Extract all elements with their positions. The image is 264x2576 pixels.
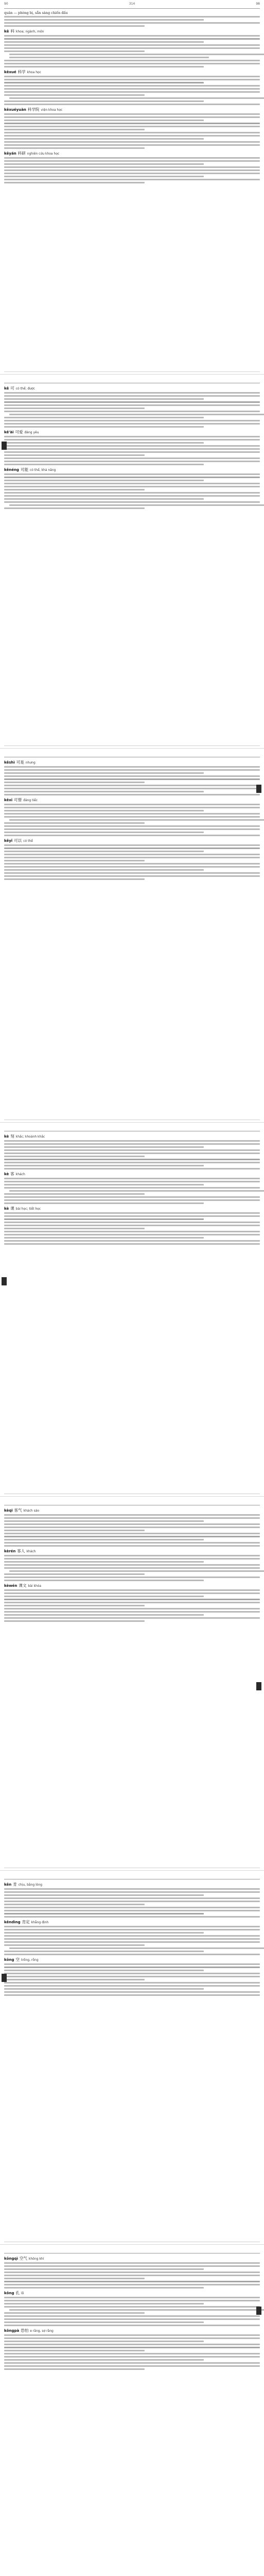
headword-gloss: khoa; ngành, môn xyxy=(15,30,44,33)
entry-body xyxy=(4,804,260,836)
entry-body xyxy=(4,157,260,183)
headword-han: 科 xyxy=(10,29,14,33)
entry-headword xyxy=(4,1206,260,1211)
headword-pinyin: kōng xyxy=(4,1958,14,1962)
page-header xyxy=(4,1499,260,1505)
thumb-index-tab xyxy=(2,1974,7,1982)
headword-pinyin: kōngqì xyxy=(4,2257,18,2261)
entry-body xyxy=(4,2297,260,2326)
entry-body xyxy=(4,35,260,67)
headword-gloss: khẳng định xyxy=(31,1921,49,1924)
page-header xyxy=(4,2247,260,2253)
headword-han: 肯定 xyxy=(22,1920,30,1924)
headword-han: 可能 xyxy=(20,467,28,472)
headword-gloss: khách sáo xyxy=(23,1509,40,1513)
thumb-index-tab xyxy=(256,1682,261,1690)
page-footer-rule xyxy=(4,745,260,746)
headword-pinyin: kěndìng xyxy=(4,1920,21,1924)
entry-headword xyxy=(4,1919,260,1925)
headword-han: 科学院 xyxy=(27,107,40,112)
entry-headword xyxy=(4,838,260,843)
entry-headword xyxy=(4,107,260,112)
page-footer-rule xyxy=(4,371,260,372)
entry-body xyxy=(4,1140,260,1170)
page-header xyxy=(4,377,260,383)
headword-pinyin: kěnéng xyxy=(4,468,19,472)
page-header xyxy=(4,751,260,757)
thumb-index-tab xyxy=(2,442,7,450)
headword-gloss: chịu, bằng lòng xyxy=(18,1883,43,1887)
headword-gloss: nghiên cứu khoa học xyxy=(27,152,60,156)
headword-gloss: có thể, khả năng xyxy=(29,468,56,472)
page-number-center: 314 xyxy=(129,2,135,6)
entry-body xyxy=(4,1888,260,1918)
entry-headword xyxy=(4,150,260,156)
dictionary-page xyxy=(0,374,264,748)
dictionary-page xyxy=(0,748,264,1122)
headword-pinyin: kē xyxy=(4,29,9,33)
entry-headword xyxy=(4,429,260,435)
entry-body xyxy=(4,2334,260,2370)
headword-pinyin: kǒng xyxy=(4,2291,14,2295)
entry-headword xyxy=(4,1583,260,1588)
headword-han: 刻 xyxy=(10,1134,14,1139)
headword-gloss: khoa học xyxy=(27,71,41,74)
headword-han: 可 xyxy=(10,386,14,391)
headword-pinyin: kǒngpà xyxy=(4,2329,20,2333)
entry-body xyxy=(4,1178,260,1204)
page-header xyxy=(4,1125,260,1131)
entry-headword xyxy=(4,28,260,34)
headword-han: 可是 xyxy=(16,760,24,765)
entry-headword xyxy=(4,1507,260,1513)
headword-han: 课 xyxy=(10,1206,14,1211)
entry-headword xyxy=(4,1882,260,1887)
headword-pinyin: kèqi xyxy=(4,1509,13,1513)
dictionary-page xyxy=(0,0,264,374)
entry-body xyxy=(4,76,260,105)
dictionary-page xyxy=(0,1496,264,1870)
entry-body xyxy=(4,766,260,795)
entry-headword xyxy=(4,2328,260,2333)
headword-gloss: đáng yêu xyxy=(24,431,39,434)
headword-han: 可爱 xyxy=(15,430,23,434)
headword-gloss: không khí xyxy=(28,2257,44,2261)
page-number-left: 90 xyxy=(4,2,8,6)
entry-headword xyxy=(4,1171,260,1177)
entry-body xyxy=(4,392,260,428)
headword-gloss: khách xyxy=(15,1173,25,1176)
text-lines xyxy=(4,16,260,27)
headword-pinyin: kě xyxy=(4,386,9,391)
entry-body xyxy=(4,1589,260,1622)
entry-headword xyxy=(4,1957,260,1962)
entry-headword xyxy=(4,2256,260,2261)
entry-headword xyxy=(4,797,260,803)
headword-pinyin: kě'ài xyxy=(4,430,14,434)
headword-gloss: bài khóa xyxy=(28,1584,42,1588)
headword-gloss: nhưng xyxy=(25,761,36,765)
headword-han: 恐怕 xyxy=(21,2328,29,2333)
headword-pinyin: kěn xyxy=(4,1883,12,1887)
headword-pinyin: kěyǐ xyxy=(4,839,13,843)
headword-han: 可惜 xyxy=(14,798,22,802)
headword-han: 空气 xyxy=(19,2256,27,2261)
headword-pinyin: kè xyxy=(4,1207,9,1211)
page-header xyxy=(4,1873,260,1879)
headword-gloss: có thể; được xyxy=(15,387,35,391)
entry-body xyxy=(4,1555,260,1581)
headword-gloss: đáng tiếc xyxy=(23,799,38,802)
entry-body xyxy=(4,1926,260,1955)
intro-line: quân — phòng bị, sẵn sàng chiến đấu xyxy=(4,11,68,15)
headword-han: 客 xyxy=(10,1172,14,1176)
entry-body xyxy=(4,113,260,149)
headword-gloss: lỗ xyxy=(21,2292,24,2295)
headword-pinyin: kēxué xyxy=(4,70,16,74)
headword-han: 孔 xyxy=(15,2291,20,2295)
headword-han: 空 xyxy=(15,1957,20,1962)
page-header xyxy=(4,2,260,9)
headword-gloss: khắc; khoảnh khắc xyxy=(15,1135,45,1139)
entry-headword xyxy=(4,69,260,75)
entry-headword xyxy=(4,467,260,472)
entry-body xyxy=(4,1212,260,1245)
headword-gloss: viện khoa học xyxy=(41,108,63,112)
headword-pinyin: kèwén xyxy=(4,1584,17,1588)
headword-gloss: e rằng, sợ rằng xyxy=(30,2329,54,2333)
entry-body xyxy=(4,436,260,465)
entry-headword xyxy=(4,1133,260,1139)
dictionary-page xyxy=(0,1122,264,1496)
entry-body xyxy=(4,844,260,880)
headword-gloss: có thể xyxy=(23,839,33,843)
entry-body xyxy=(4,473,260,509)
entry-body xyxy=(4,2262,260,2289)
headword-han: 客气 xyxy=(14,1508,22,1513)
headword-pinyin: kēyán xyxy=(4,151,16,156)
headword-pinyin: kěxī xyxy=(4,798,13,802)
headword-han: 客人 xyxy=(17,1549,25,1553)
thumb-index-tab xyxy=(2,1277,7,1285)
headword-pinyin: kè xyxy=(4,1172,9,1176)
dictionary-page xyxy=(0,1870,264,2244)
headword-gloss: khách xyxy=(26,1550,36,1553)
entry-body xyxy=(4,1963,260,1996)
headword-pinyin: kèrén xyxy=(4,1549,16,1553)
headword-han: 科研 xyxy=(17,151,26,156)
headword-han: 科学 xyxy=(17,70,26,74)
entry-headword xyxy=(4,1548,260,1554)
headword-han: 课文 xyxy=(19,1583,27,1588)
entry-body xyxy=(4,1514,260,1547)
headword-gloss: bài học; tiết học xyxy=(15,1207,41,1211)
headword-han: 肯 xyxy=(13,1882,17,1887)
entry-headword xyxy=(4,2290,260,2296)
entry-headword xyxy=(4,759,260,765)
headword-pinyin: kěshì xyxy=(4,760,15,765)
entry-headword xyxy=(4,385,260,391)
headword-gloss: trống, rỗng xyxy=(21,1958,39,1962)
headword-pinyin: kè xyxy=(4,1134,9,1139)
headword-han: 可以 xyxy=(14,838,22,843)
headword-pinyin: kēxuéyuàn xyxy=(4,108,26,112)
dictionary-page xyxy=(0,2244,264,2576)
page-number-right: 98 xyxy=(256,2,260,6)
thumb-index-tab xyxy=(256,785,261,793)
thumb-index-tab xyxy=(256,2307,261,2315)
